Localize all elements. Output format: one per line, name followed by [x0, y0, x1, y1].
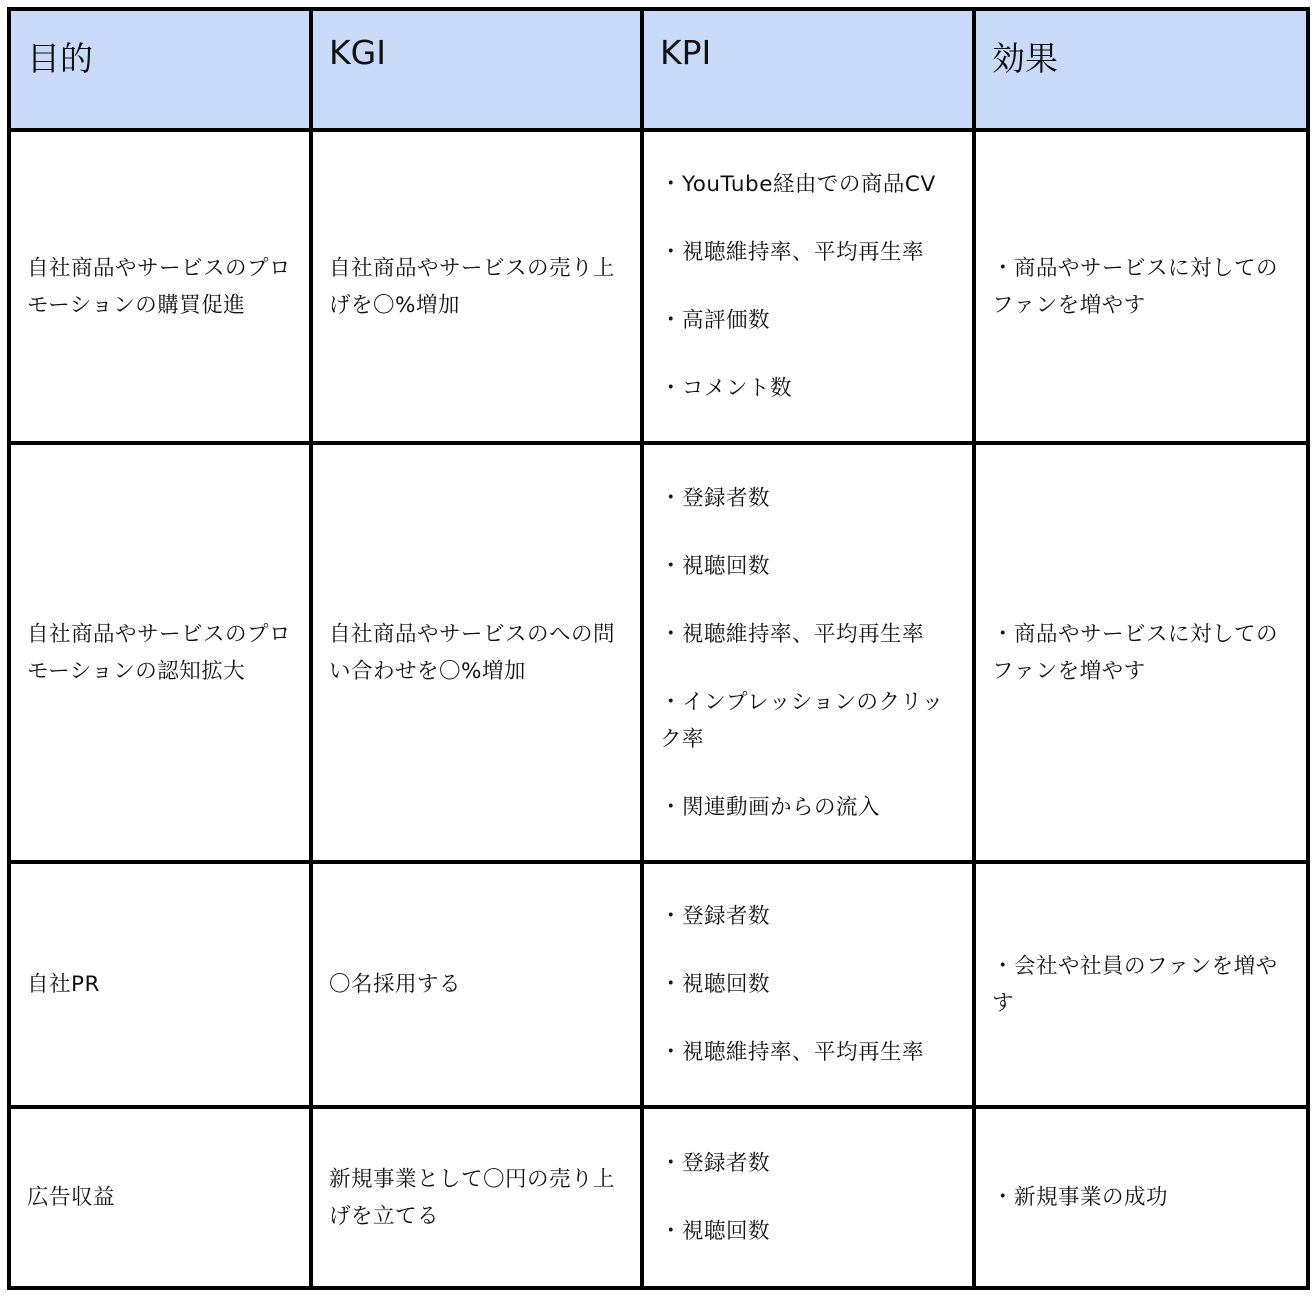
kpi-item: ・視聴維持率、平均再生率: [660, 240, 925, 265]
kpi-item: ・登録者数: [660, 904, 771, 929]
kpi-item: ・登録者数: [660, 1151, 771, 1176]
kpi-list: [660, 1145, 956, 1250]
cell-purpose: 広告収益: [9, 1107, 311, 1288]
kpi-item: ・インプレッションのクリック率: [660, 689, 944, 752]
header-kpi: KPI: [642, 9, 974, 130]
cell-purpose: 自社PR: [9, 862, 311, 1107]
header-row: [9, 9, 1308, 130]
kpi-item: ・登録者数: [660, 485, 771, 511]
cell-effect: ・会社や社員のファンを増やす: [974, 862, 1308, 1107]
kpi-item: ・視聴回数: [660, 553, 771, 579]
cell-kgi: 新規事業として〇円の売り上げを立てる: [311, 1107, 642, 1288]
cell-effect: ・商品やサービスに対してのファンを増やす: [974, 443, 1308, 862]
cell-effect: ・商品やサービスに対してのファンを増やす: [974, 130, 1308, 443]
header-kgi: KGI: [311, 9, 642, 130]
cell-purpose: 自社商品やサービスのプロモーションの購買促進: [9, 130, 311, 443]
table-row: [9, 1107, 1308, 1288]
cell-kpi: [642, 862, 974, 1107]
cell-kgi: 〇名採用する: [311, 862, 642, 1107]
kpi-item: ・視聴維持率、平均再生率: [660, 1040, 925, 1065]
cell-purpose: 自社商品やサービスのプロモーションの認知拡大: [9, 443, 311, 862]
cell-effect: ・新規事業の成功: [974, 1107, 1308, 1288]
table-row: [9, 862, 1308, 1107]
cell-kgi: 自社商品やサービスの売り上げを〇%増加: [311, 130, 642, 443]
table-row: [9, 443, 1308, 862]
header-effect: 効果: [974, 9, 1308, 130]
kpi-list: [660, 166, 956, 407]
kpi-list: [660, 480, 956, 826]
kpi-list: [660, 898, 956, 1071]
cell-kpi: [642, 1107, 974, 1288]
kgi-kpi-table: [7, 7, 1310, 1290]
kpi-item: ・視聴維持率、平均再生率: [660, 621, 925, 647]
kpi-item: ・視聴回数: [660, 1219, 771, 1244]
kpi-item: ・YouTube経由での商品CV: [660, 172, 936, 197]
table-row: [9, 130, 1308, 443]
kpi-item: ・視聴回数: [660, 972, 771, 997]
cell-kpi: [642, 443, 974, 862]
kpi-item: ・コメント数: [660, 376, 793, 401]
cell-kgi: 自社商品やサービスのへの問い合わせを〇%増加: [311, 443, 642, 862]
header-purpose: 目的: [9, 9, 311, 130]
kpi-item: ・関連動画からの流入: [660, 794, 881, 820]
cell-kpi: [642, 130, 974, 443]
kpi-item: ・高評価数: [660, 308, 771, 333]
